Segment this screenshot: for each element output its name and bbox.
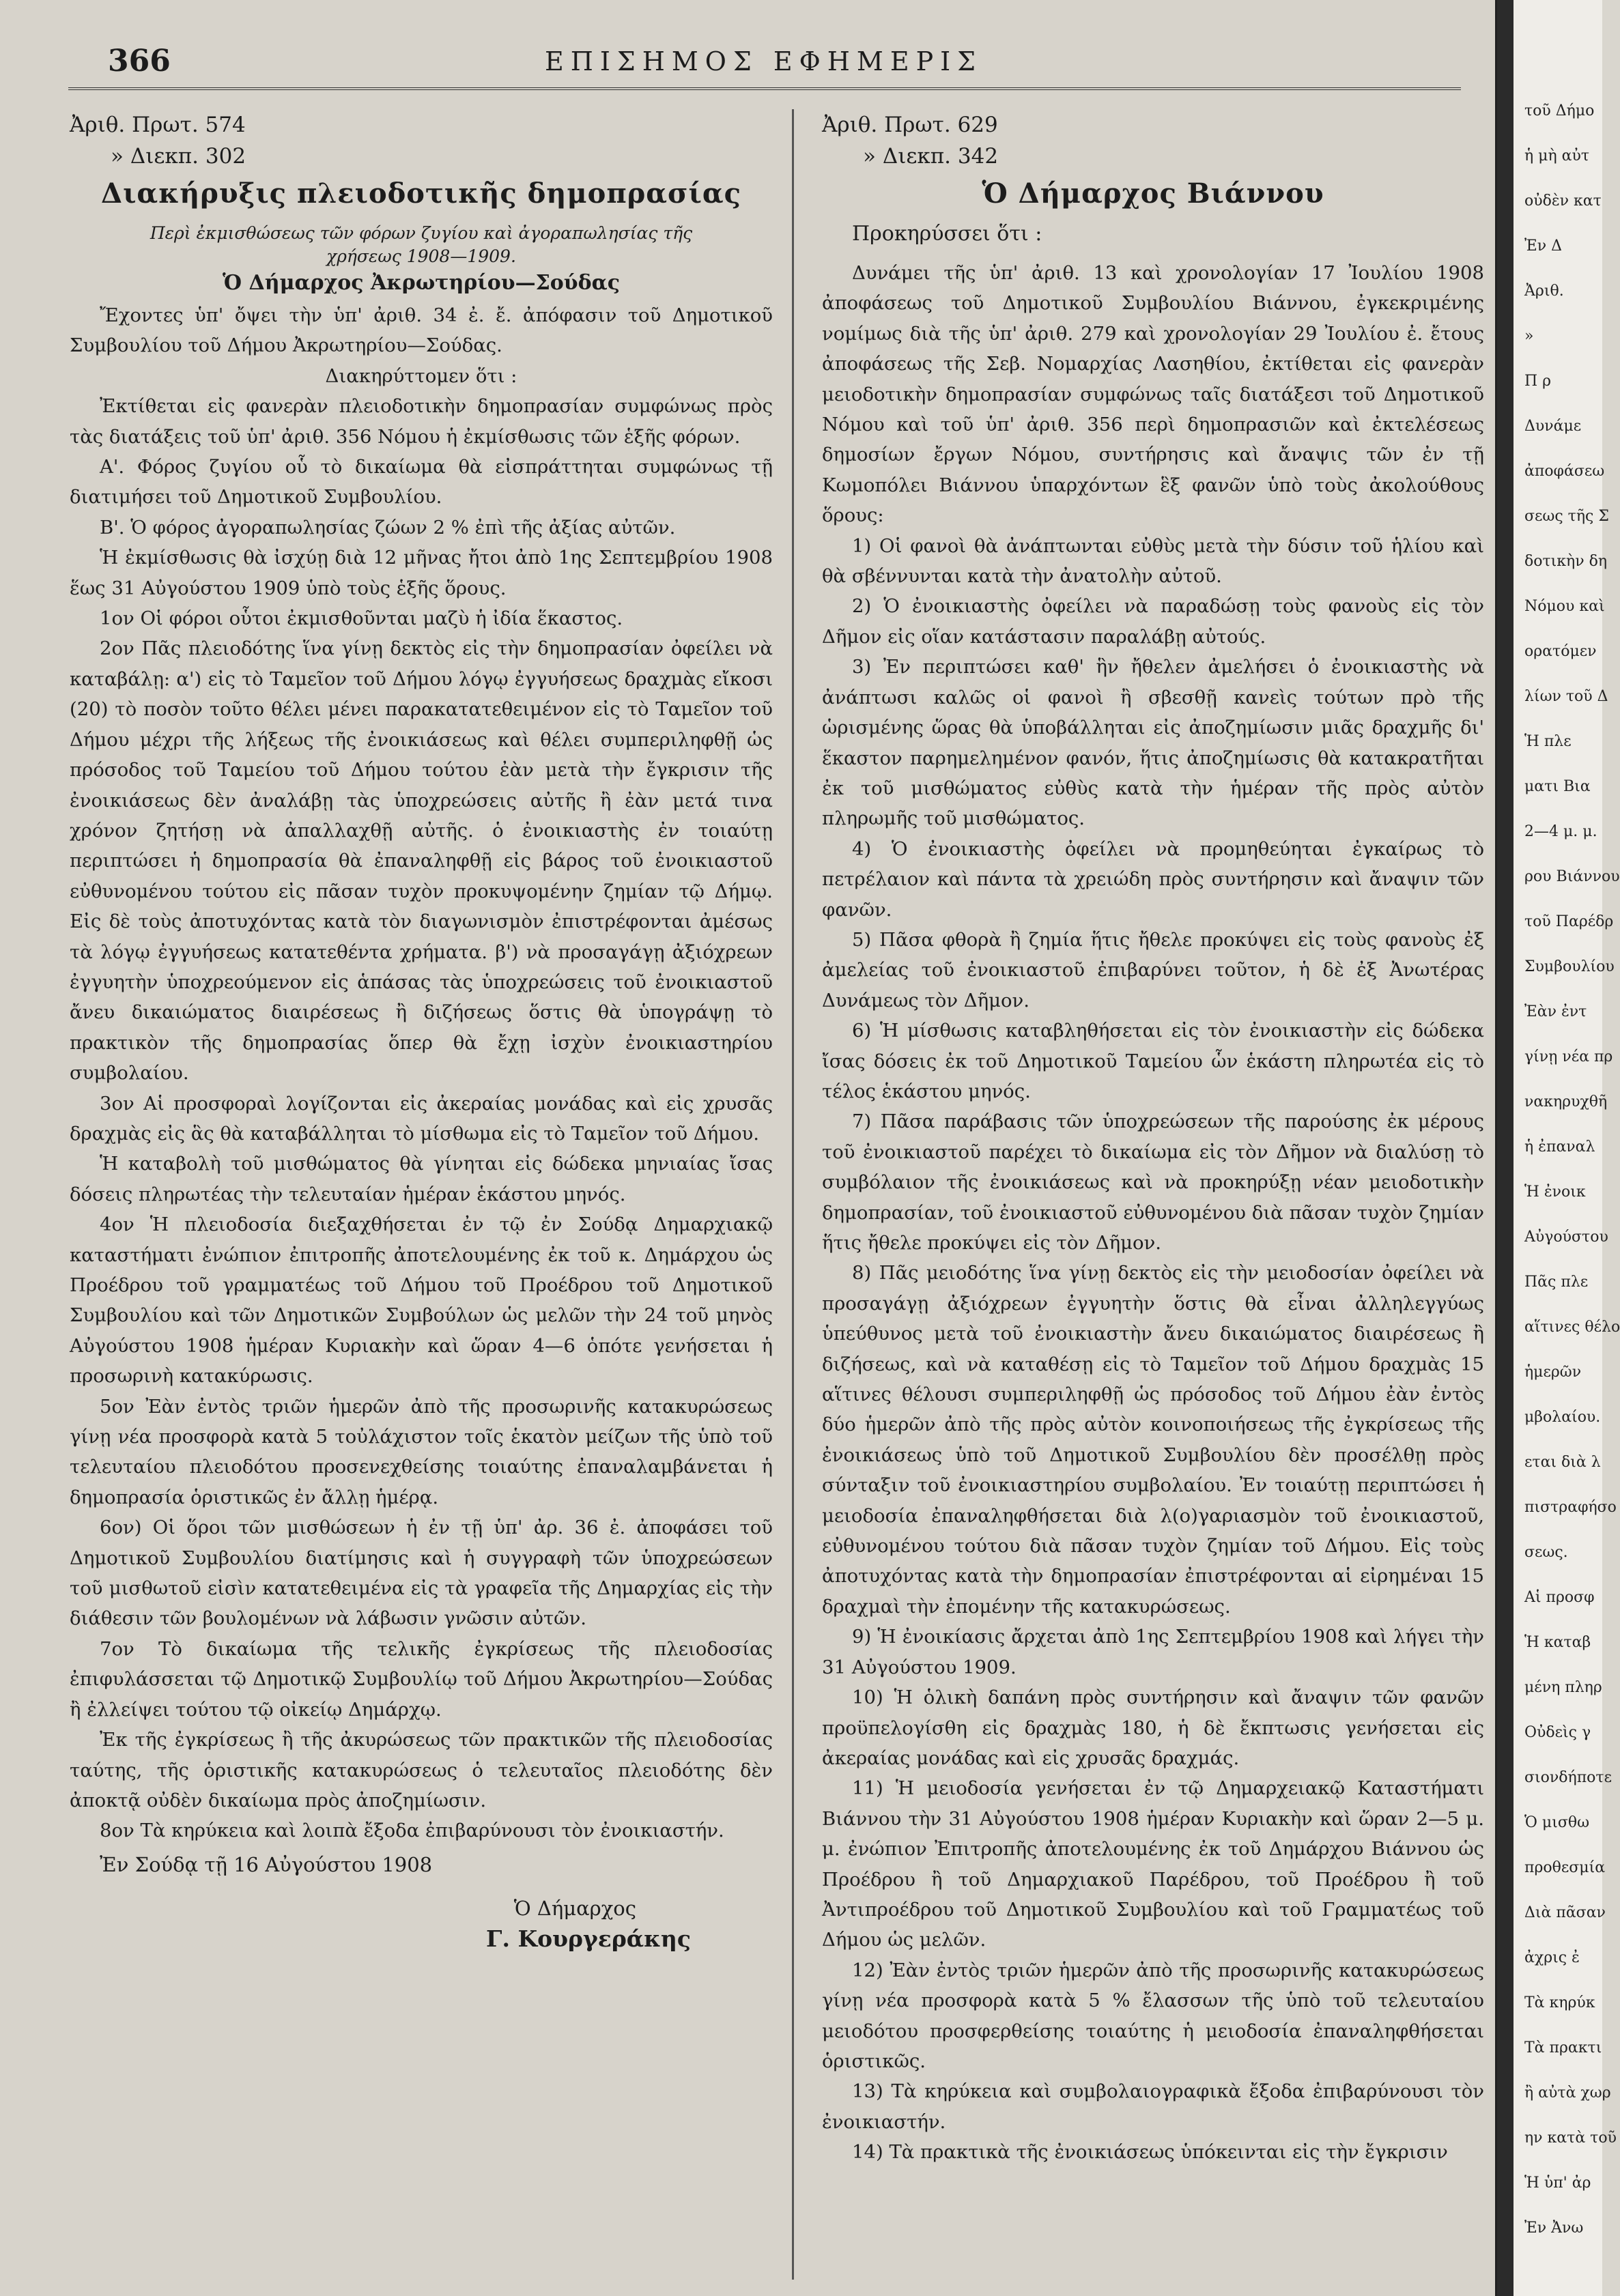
left-diekp-number: » Διεκπ. 302 bbox=[111, 144, 246, 169]
adjacent-page-line: οὐδὲν κατ bbox=[1524, 192, 1602, 210]
adjacent-page-line: Ἐὰν ἐντ bbox=[1524, 1003, 1587, 1020]
adjacent-page-line: Τὰ κηρύκ bbox=[1524, 1994, 1595, 2011]
adjacent-page-line: εται διὰ λ bbox=[1524, 1454, 1601, 1471]
adjacent-page-line: Ἡ πλε bbox=[1524, 733, 1572, 750]
adjacent-page-line: τοῦ Δήμο bbox=[1524, 102, 1595, 119]
left-paragraph: 5ον Ἐὰν ἐντὸς τριῶν ἡμερῶν ἀπὸ τῆς προσωρινῆς κατακυρώσεως γίνῃ νέα προσφορὰ κατὰ 5 τοὐλάχιστον τοῖς ἑκατὸν μείζων τῆς ὑπὸ τοῦ τελευταίου πλειοδότου προσενεχθείσης τοιαύτης ἐπαναλαμβάνεται ἡ δημοπρασία ὁριστικῶς ἐν ἄλλῃ ἡμέρᾳ. bbox=[70, 1395, 773, 1508]
adjacent-page-line: Ὁ μισθω bbox=[1524, 1814, 1590, 1831]
left-paragraph: 4ον Ἡ πλειοδοσία διεξαχθήσεται ἐν τῷ ἐν Σούδᾳ Δημαρχιακῷ καταστήματι ἐνώπιον ἐπιτροπῆς ἀποτελουμένης ἐκ τοῦ κ. Δημάρχου ὡς Προέδρου τοῦ γραμματέως τοῦ Δήμου τοῦ Προέδρου τοῦ Δημοτικοῦ Συμβουλίου καὶ τῶν Δημοτικῶν Συμβούλων ὡς μελῶν τὴν 24 τοῦ μηνὸς Αὐγούστου 1908 ἡμέραν Κυριακὴν καὶ ὥραν 4—6 ὁπότε γενήσεται ἡ προσωρινὴ κατακύρωσις. bbox=[70, 1214, 773, 1388]
adjacent-page-line: Πᾶς πλε bbox=[1524, 1274, 1589, 1291]
right-paragraph: 14) Τὰ πρακτικὰ τῆς ἐνοικιάσεως ὑπόκεινται εἰς τὴν ἔγκρισιν bbox=[852, 2141, 1448, 2164]
adjacent-page-line: Ἐν Δ bbox=[1524, 238, 1563, 255]
adjacent-page-line: Αἱ προσφ bbox=[1524, 1589, 1595, 1606]
left-notice-author: Ὁ Δήμαρχος Ἀκρωτηρίου—Σούδας bbox=[223, 271, 620, 295]
adjacent-page-line: ἡ ἐπαναλ bbox=[1524, 1138, 1595, 1156]
left-paragraph: 1ον Οἱ φόροι οὗτοι ἐκμισθοῦνται μαζὺ ἡ ἰδία ἕκαστος. bbox=[100, 607, 623, 630]
left-paragraph: 3ον Αἱ προσφοραὶ λογίζονται εἰς ἀκεραίας μονάδας καὶ εἰς χρυσᾶς δραχμὰς εἰς ἃς θὰ καταβάλληται τὸ μίσθωμα εἰς τὸ Ταμεῖον τοῦ Δήμου. bbox=[70, 1092, 773, 1145]
adjacent-page-line: ην κατὰ τοῦ bbox=[1524, 2129, 1617, 2147]
adjacent-page-line: Οὐδεὶς γ bbox=[1524, 1724, 1591, 1741]
adjacent-page-line: λίων τοῦ Δ bbox=[1524, 688, 1608, 705]
left-paragraph: Α'. Φόρος ζυγίου οὗ τὸ δικαίωμα θὰ εἰσπράττηται συμφώνως τῇ διατιμήσει τοῦ Δημοτικοῦ Συμβουλίου. bbox=[70, 456, 773, 508]
left-signer-name: Γ. Κουργεράκης bbox=[486, 1925, 691, 1952]
left-column bbox=[70, 109, 773, 1952]
adjacent-page-line: προθεσμία bbox=[1524, 1859, 1606, 1876]
left-notice-subtitle: Περὶ ἐκμισθώσεως τῶν φόρων ζυγίου καὶ ἀγοραπωλησίας τῆς χρήσεως 1908—1909. bbox=[150, 223, 693, 266]
header-rule bbox=[68, 87, 1461, 90]
adjacent-page-line: πιστραφήσο bbox=[1524, 1499, 1617, 1516]
left-paragraph: Ἡ ἐκμίσθωσις θὰ ἰσχύῃ διὰ 12 μῆνας ἤτοι ἀπὸ 1ης Σεπτεμβρίου 1908 ἕως 31 Αὐγούστου 1909 ὑπὸ τοὺς ἑξῆς ὅρους. bbox=[70, 547, 773, 599]
right-paragraph: 4) Ὁ ἐνοικιαστὴς ὀφείλει νὰ προμηθεύηται ἐγκαίρως τὸ πετρέλαιον καὶ πάντα τὰ χρειώδη πρὸς συντήρησιν καὶ ἄναψιν τῶν φανῶν. bbox=[822, 837, 1484, 921]
left-paragraph: Ἔχοντες ὑπ' ὄψει τὴν ὑπ' ἀριθ. 34 ἐ. ἔ. ἀπόφασιν τοῦ Δημοτικοῦ Συμβουλίου τοῦ Δήμου Ἀκρωτηρίου—Σούδας. bbox=[70, 304, 773, 357]
adjacent-page-line: ἀποφάσεω bbox=[1524, 463, 1605, 480]
right-paragraph: 1) Οἱ φανοὶ θὰ ἀνάπτωνται εὐθὺς μετὰ τὴν δύσιν τοῦ ἡλίου καὶ θὰ σβέννυνται κατὰ τὴν ἀνατολὴν αὐτοῦ. bbox=[822, 534, 1484, 588]
right-paragraph: 5) Πᾶσα φθορὰ ἢ ζημία ἥτις ἤθελε προκύψει εἰς τοὺς φανοὺς ἐξ ἀμελείας τοῦ ἐνοικιαστοῦ ἐπιβαρύνει τοῦτον, ἡ δὲ ἐξ Ἀνωτέρας Δυνάμεως τὸν Δῆμον. bbox=[822, 928, 1484, 1011]
adjacent-page-line: σεως τῆς Σ bbox=[1524, 508, 1609, 525]
right-protocol-number: Ἀριθ. Πρωτ. 629 bbox=[822, 113, 998, 137]
right-notice-title: Ὁ Δήμαρχος Βιάννου bbox=[982, 177, 1324, 210]
adjacent-page-line: » bbox=[1524, 328, 1534, 345]
right-paragraph: 6) Ἡ μίσθωσις καταβληθήσεται εἰς τὸν ἐνοικιαστὴν εἰς δώδεκα ἴσας δόσεις ἐκ τοῦ Δημοτικοῦ Ταμείου ὧν ἑκάστη πληρωτέα εἰς τὸ τέλος ἑκάστου μηνός. bbox=[822, 1020, 1484, 1102]
right-paragraph: 8) Πᾶς μειοδότης ἵνα γίνῃ δεκτὸς εἰς τὴν μειοδοσίαν ὀφείλει νὰ προσαγάγῃ ἀξιόχρεων ἐγγυητὴν ὅστις θὰ εἶναι ἀλληλεγγύως ὑπεύθυνος μετὰ τοῦ ἐνοικιαστὴν ἄνευ δικαιώματος διαιρέσεως ἢ διζήσεως, καὶ νὰ καταθέσῃ εἰς τὸ Ταμεῖον τοῦ Δήμου δραχμὰς 15 αἵτινες θέλουσι συμπεριληφθῇ ὡς πρόσοδος τοῦ Δήμου ἐὰν ἐντὸς δύο ἡμερῶν ἀπὸ τῆς πρὸς αὐτὸν κοινοποιήσεως τῆς ἐγκρίσεως τῆς ἐνοικιάσεως ὑπὸ τοῦ Δημοτικοῦ Συμβουλίου δὲν προσέλθῃ πρὸς σύνταξιν τοῦ ἐνοικιαστηρίου συμβολαίου. Ἐν τοιαύτῃ περιπτώσει ἡ μειοδοσία ἐπαναληφθήσεται διὰ λ(ο)γαριασμὸν τοῦ ἐνοικιαστοῦ, εὐθυνομένου τούτου διὰ πᾶσαν τυχὸν ζημίαν τοῦ Δήμου. Εἰς τοὺς ἀποτυχόντας κατὰ τὴν δημοπρασίαν ἐπιστρέφονται αἱ εἰρημέναι 15 δραχμαὶ τὴν ἐπομένην τῆς κατακυρώσεως. bbox=[822, 1262, 1484, 1618]
adjacent-page-strip bbox=[1495, 0, 1620, 2296]
right-paragraph: 11) Ἡ μειοδοσία γενήσεται ἐν τῷ Δημαρχειακῷ Καταστήματι Βιάννου τὴν 31 Αὐγούστου 1908 ἡμέραν Κυριακὴν καὶ ὥραν 2—5 μ. μ. ἐνώπιον Ἐπιτροπῆς ἀποτελουμένης ἐκ τοῦ Δημάρχου Βιάννου ὡς Προέδρου ἢ τοῦ Δημαρχιακοῦ Παρέδρου, τοῦ Προέδρου ἢ τοῦ Ἀντιπροέδρου τοῦ Δημοτικοῦ Συμβουλίου καὶ τοῦ Γραμματέως τοῦ Δήμου ὡς μελῶν. bbox=[822, 1777, 1484, 1951]
right-paragraph: 10) Ἡ ὁλικὴ δαπάνη πρὸς συντήρησιν καὶ ἄναψιν τῶν φανῶν προϋπελογίσθη εἰς δραχμὰς 180, ἡ δὲ ἔκπτωσις γενήσεται εἰς ἀκεραίας μονάδας καὶ εἰς χρυσᾶς δραχμάς. bbox=[822, 1687, 1484, 1769]
left-paragraph: Ἡ καταβολὴ τοῦ μισθώματος θὰ γίνηται εἰς δώδεκα μηνιαίας ἴσας δόσεις πληρωτέας τὴν τελευταίαν ἡμέραν ἑκάστου μηνός. bbox=[70, 1153, 773, 1205]
adjacent-page-line: Ἡ ὑπ' ἀρ bbox=[1524, 2175, 1591, 2192]
right-paragraph: 7) Πᾶσα παράβασις τῶν ὑποχρεώσεων τῆς παρούσης ἐκ μέρους τοῦ ἐνοικιαστοῦ παρέχει τὸ δικαίωμα εἰς τὸν Δῆμον νὰ διαλύσῃ τὸ συμβόλαιον τῆς ἐνοικιάσεως καὶ νὰ προκηρύξῃ νέαν μειοδοτικὴν δημοπρασίαν, τοῦ ἐνοικιαστοῦ εὐθυνομένου διὰ πᾶσαν τυχὸν ζημίαν ἥτις ἤθελε προκύψει εἰς τὸν Δῆμον. bbox=[822, 1110, 1484, 1254]
left-paragraph: 2ον Πᾶς πλειοδότης ἵνα γίνῃ δεκτὸς εἰς τὴν δημοπρασίαν ὀφείλει νὰ καταβάλῃ: α') εἰς τὸ Ταμεῖον τοῦ Δήμου λόγῳ ἐγγυήσεως δραχμὰς εἴκοσι (20) τὸ ποσὸν τοῦτο θέλει μένει παρακατατεθειμένον εἰς τὸ Ταμεῖον τοῦ Δήμου μέχρι τῆς λήξεως τῆς ἐνοικιάσεως καὶ θέλει συμπεριληφθῇ ὡς πρόσοδος τοῦ Ταμείου τοῦ Δήμου τούτου ἐὰν μετὰ τὴν ἔγκρισιν τῆς ἐνοικιάσεως δὲν ἀναλάβῃ τὰς ὑποχρεώσεις αὐτῆς ἢ ἐὰν μετά τινα χρόνον ζητήσῃ νὰ ἀπαλλαχθῇ αὐτῆς. ὁ ἐνοικιαστὴς ἐν τοιαύτῃ περιπτώσει ἡ δημοπρασία θὰ ἐπαναληφθῇ εἰς βάρος τοῦ ἐνοικιαστοῦ εὐθυνομένου τούτου εἰς πᾶσαν τυχὸν προκυψομένην ζημίαν τῷ Δήμῳ. Εἰς δὲ τοὺς ἀποτυχόντας κατὰ τὸν διαγωνισμὸν ἐπιστρέφονται ἀμέσως τὰ λόγῳ ἐγγυήσεως κατατεθέντα χρήματα. β') νὰ προσαγάγῃ ἀξιόχρεων ἐγγυητὴν ὑποχρεούμενον εἰς ἁπάσας τὰς ὑποχρεώσεις τοῦ ἐνοικιαστοῦ ἄνευ δικαιώματος διαιρέσεως ἢ διζήσεως ὅστις θὰ ὑπογράψῃ τὸ πρακτικὸν τῆς δημοπρασίας ὅπερ θὰ ἔχῃ ἰσχὺν ἐνοικιαστηρίου συμβολαίου. bbox=[70, 637, 773, 1085]
page-gutter-shadow bbox=[1497, 0, 1514, 2296]
adjacent-page-line: αἵτινες θέλο bbox=[1524, 1319, 1620, 1336]
left-paragraph: Ἐκ τῆς ἐγκρίσεως ἢ τῆς ἀκυρώσεως τῶν πρακτικῶν τῆς πλειοδοσίας ταύτης, τῆς ὁριστικῆς κατακυρώσεως ὁ τελευταῖος πλειοδότης δὲν ἀποκτᾷ οὐδὲν δικαίωμα πρὸς ἀποζημίωσιν. bbox=[70, 1729, 773, 1811]
adjacent-page-line: ρου Βιάννου bbox=[1524, 868, 1620, 885]
adjacent-page-line: ματι Βια bbox=[1524, 778, 1591, 795]
adjacent-page-line: Ἐν Ἀνω bbox=[1524, 2220, 1584, 2237]
right-notice-body bbox=[822, 258, 1484, 2168]
adjacent-page-line: νακηρυχθῆ bbox=[1524, 1093, 1608, 1110]
adjacent-page-line: Διὰ πᾶσαν bbox=[1524, 1904, 1606, 1921]
left-notice-title: Διακήρυξις πλειοδοτικῆς δημοπρασίας bbox=[101, 177, 741, 210]
adjacent-page-line: ἢ αὐτὰ χωρ bbox=[1524, 2084, 1611, 2101]
adjacent-page-line: δοτικὴν δη bbox=[1524, 553, 1608, 570]
left-paragraph: 7ον Τὸ δικαίωμα τῆς τελικῆς ἐγκρίσεως τῆς πλειοδοσίας ἐπιφυλάσσεται τῷ Δημοτικῷ Συμβουλίῳ τοῦ Δήμου Ἀκρωτηρίου—Σούδας ἢ ἐλλείψει τούτου τῷ οἰκείῳ Δημάρχῳ. bbox=[70, 1637, 773, 1721]
adjacent-page-line: ἡμερῶν bbox=[1524, 1364, 1582, 1381]
right-column bbox=[822, 109, 1484, 2168]
adjacent-page-line: Αὐγούστου bbox=[1524, 1229, 1608, 1246]
adjacent-page-line: ἀχρις ἐ bbox=[1524, 1949, 1580, 1966]
left-protocol-number: Ἀριθ. Πρωτ. 574 bbox=[70, 113, 246, 137]
right-proclaim: Προκηρύσσει ὅτι : bbox=[852, 222, 1042, 246]
adjacent-page-line: Νόμου καὶ bbox=[1524, 598, 1605, 615]
adjacent-page-line: σιονδήποτε bbox=[1524, 1769, 1612, 1786]
adjacent-page-line: Ἡ καταβ bbox=[1524, 1634, 1591, 1651]
left-paragraph: Ἐκτίθεται εἰς φανερὰν πλειοδοτικὴν δημοπρασίαν συμφώνως πρὸς τὰς διατάξεις τοῦ ὑπ' ἀριθ. 356 Νόμου ἡ ἐκμίσθωσις τῶν ἑξῆς φόρων. bbox=[70, 395, 773, 448]
left-notice-date: Ἐν Σούδᾳ τῇ 16 Αὐγούστου 1908 bbox=[100, 1852, 433, 1876]
right-paragraph: Δυνάμει τῆς ὑπ' ἀριθ. 13 καὶ χρονολογίαν 17 Ἰουλίου 1908 ἀποφάσεως τοῦ Δημοτικοῦ Συμβουλίου Βιάννου, ἐγκεκριμένης νομίμως διὰ τῆς ὑπ' ἀριθ. 279 καὶ χρονολογίαν 29 Ἰουλίου ἐ. ἔτους ἀποφάσεως τῆς Σεβ. Νομαρχίας Λασηθίου, ἐκτίθεται εἰς φανερὰν μειοδοτικὴν δημοπρασίαν συμφώνως ταῖς διατάξεσι τοῦ Δημοτικοῦ Νόμου καὶ τοῦ ὑπ' ἀριθ. 356 περὶ δημοπρασιῶν καὶ ἐκτελέσεως δημοσίων ἔργων Νόμου, συντήρησις καὶ ἄναψις τῶν ἐν τῇ Κωμοπόλει Βιάννου ὑπαρχόντων ἓξ φανῶν ὑπὸ τοὺς ἀκολούθους ὅρους: bbox=[822, 262, 1484, 527]
left-paragraph: 6ον) Οἱ ὅροι τῶν μισθώσεων ἡ ἐν τῇ ὑπ' ἀρ. 36 ἐ. ἀποφάσει τοῦ Δημοτικοῦ Συμβουλίου διατίμησις καὶ ἡ συγγραφὴ τῶν ὑποχρεώσεων τοῦ μισθωτοῦ εἰσὶν κατατεθειμένα εἰς τὰ γραφεῖα τῆς Δημαρχίας εἰς τὴν διάθεσιν τῶν βουλομένων νὰ λάβωσιν γνῶσιν αὐτῶν. bbox=[70, 1517, 773, 1630]
right-paragraph: 2) Ὁ ἐνοικιαστὴς ὀφείλει νὰ παραδώσῃ τοὺς φανοὺς εἰς τὸν Δῆμον εἰς οἵαν κατάστασιν παραλάβῃ αὐτούς. bbox=[822, 595, 1484, 648]
adjacent-page-line: Ἡ ἐνοικ bbox=[1524, 1183, 1586, 1201]
left-notice-body bbox=[70, 300, 773, 1846]
adjacent-page-line: ορατόμεν bbox=[1524, 643, 1597, 660]
right-paragraph: 3) Ἐν περιπτώσει καθ' ἣν ἤθελεν ἀμελήσει ὁ ἐνοικιαστὴς νὰ ἀνάπτωσι καλῶς οἱ φανοὶ ἢ σβεσθῇ κανεὶς τούτων πρὸ τῆς ὡρισμένης ὥρας θὰ ὑποβάλληται εἰς ἀποζημίωσιν μιᾶς δραχμῆς δι' ἕκαστον παρημελημένον φανόν, ἥτις ἀποζημίωσις θὰ κατακρατῆται ἐκ τοῦ μισθώματος εὐθὺς κατὰ τὴν ἡμέραν τῆς πρὸς αὐτὸν πληρωμῆς τοῦ μισθώματος. bbox=[822, 656, 1484, 830]
adjacent-page-line: 2—4 μ. μ. bbox=[1524, 823, 1597, 840]
page-number: 366 bbox=[108, 44, 171, 78]
adjacent-page-line: μβολαίου. bbox=[1524, 1409, 1601, 1426]
left-paragraph: Β'. Ὁ φόρος ἀγοραπωλησίας ζώων 2 % ἐπὶ τῆς ἀξίας αὐτῶν. bbox=[100, 516, 676, 539]
left-paragraph: 8ον Τὰ κηρύκεια καὶ λοιπὰ ἔξοδα ἐπιβαρύνουσι τὸν ἐνοικιαστήν. bbox=[100, 1820, 724, 1842]
column-divider bbox=[792, 109, 794, 2280]
right-paragraph: 13) Τὰ κηρύκεια καὶ συμβολαιογραφικὰ ἔξοδα ἐπιβαρύνουσι τὸν ἐνοικιαστήν. bbox=[822, 2080, 1484, 2133]
right-diekp-number: » Διεκπ. 342 bbox=[863, 144, 999, 169]
gazette-title: ΕΠΙΣΗΜΟΣ ΕΦΗΜΕΡΙΣ bbox=[545, 46, 983, 76]
adjacent-page-line: σεως. bbox=[1524, 1544, 1568, 1561]
adjacent-page-line: Π ρ bbox=[1524, 373, 1552, 390]
adjacent-page-line: Ἀριθ. bbox=[1524, 283, 1564, 300]
right-paragraph: 9) Ἡ ἐνοικίασις ἄρχεται ἀπὸ 1ης Σεπτεμβρίου 1908 καὶ λήγει τὴν 31 Αὐγούστου 1909. bbox=[822, 1626, 1484, 1678]
left-paragraph: Διακηρύττομεν ὅτι : bbox=[325, 364, 517, 387]
adjacent-page-line: ἡ μὴ αὐτ bbox=[1524, 147, 1590, 164]
adjacent-page-line: γίνῃ νέα πρ bbox=[1524, 1048, 1613, 1065]
adjacent-page-line: μένη πληρ bbox=[1524, 1679, 1602, 1696]
adjacent-page-line: Συμβουλίου bbox=[1524, 958, 1615, 975]
adjacent-page-line: Δυνάμε bbox=[1524, 418, 1582, 435]
page-header bbox=[108, 44, 1466, 85]
right-paragraph: 12) Ἐὰν ἐντὸς τριῶν ἡμερῶν ἀπὸ τῆς προσωρινῆς κατακυρώσεως γίνῃ νέα προσφορὰ κατὰ 5 % ἔλασσων τῆς ὑπὸ τοῦ τελευταίου μειοδότου προσφερθείσης τοιαύτης ἡ μειοδοσία ἐπαναληφθήσεται ὁριστικῶς. bbox=[822, 1959, 1484, 2072]
left-signer-role: Ὁ Δήμαρχος bbox=[513, 1896, 636, 1920]
adjacent-page-line: Τὰ πρακτι bbox=[1524, 2039, 1602, 2056]
adjacent-page-line: τοῦ Παρέδρ bbox=[1524, 913, 1614, 930]
